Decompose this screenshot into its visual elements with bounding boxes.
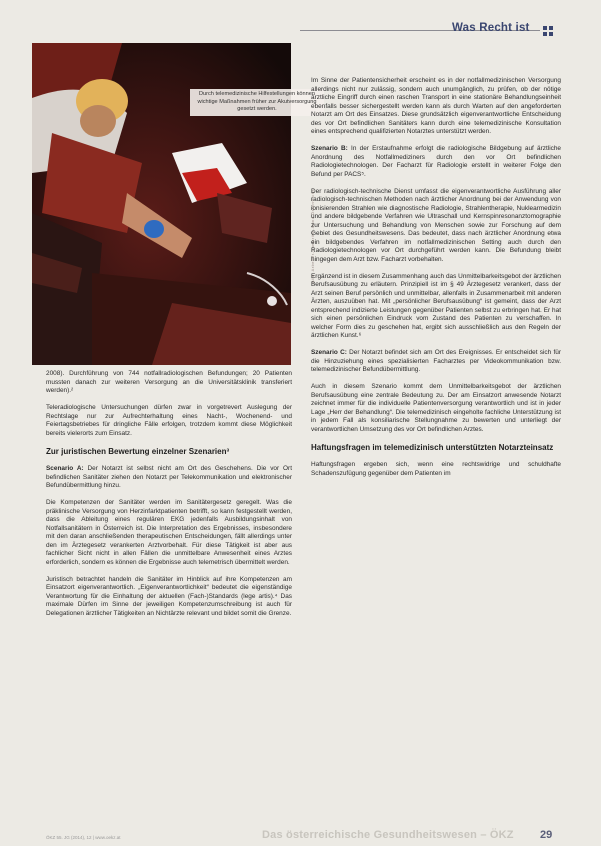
paragraph: Die Kompetenzen der Sanitäter werden im Sanitätergesetz geregelt. Was die präklinische Versorgung von Herzinfarktpatienten betrifft, so kann festgestellt werden, dass die Ableitung eines regulären EKG jedenfalls Ausbildungsinhalt von Notfallsanitätern in Österreich ist. Die Interpretation des Ergebnisses, insbesondere mit den daran anschließenden therapeutischen Entscheidungen, fällt allerdings unter den im Ärztegesetz verankerten Arztvorbehalt. Für diese Tätigkeit ist aber aus fachlicher Sicht nicht in allen Fällen die unmittelbare Anwesenheit eines Arztes erforderlich, sondern es können die Ergebnisse auch telemetrisch übermittelt werden. <box>46 499 292 566</box>
page-footer <box>0 826 601 846</box>
paragraph: Teleradiologische Untersuchungen dürfen zwar in vorgetrevert Auslegung der Rechtslage nur zur Aufrechterhaltung eines Nacht-, Wochenend- und Feiertagsbetriebes für dringliche Fälle erfolgen, trotzdem kommt diese Möglichkeit bereits vielerorts zum Einsatz. <box>46 404 292 437</box>
paragraph: Auch in diesem Szenario kommt dem Unmittelbarkeitsgebot der ärztlichen Berufsausübung eine zentrale Bedeutung zu. Der am Einsatzort anwesende Notarzt zeichnet immer für die individuelle Patientenversorgung verantwortlich und ist in jeder Lage „Herr der Behandlung“. Die telemedizinisch eingeholte fachliche Unterstützung ist in jedem Fall als konsiliarische Stellungnahme zu bewerten und unterliegt der verantwortlichen Umsetzung des vor Ort befindlichen Arztes. <box>311 383 561 433</box>
paragraph: Im Sinne der Patientensicherheit erscheint es in der notfallmedizinischen Versorgung allerdings nicht nur zulässig, sondern auch unumgänglich, zu prüfen, ob der nötige ärztliche Eingriff durch einen raschen Transport in eine stationäre Behandlungseinheit ebenfalls besser sichergestellt werden kann als durch Warten auf den angeforderten Notarzt am Ort des Einsatzes. Diese grundsätzlich eigenverantwortliche Entscheidung des vor Ort befindlichen Sanitäters kann durch eine telemedizinische Konsultation eines entsprechend qualifizierten Notarztes unterstützt werden. <box>311 77 561 135</box>
photo-caption: Durch telemedizinische Hilfestellungen können wichtige Maßnahmen früher zur Akutversorgung gesetzt werden. <box>190 89 324 116</box>
photo-credit: Bild: Arbeiter-Samariter-Bund Österreichs <box>310 189 315 284</box>
grid-dots-icon <box>543 26 554 37</box>
paragraph: 2008). Durchführung von 744 notfallradiologischen Befundungen; 20 Patienten mussten danach zur weiteren Versorgung an die Universitätsklinik transferiert werden).² <box>46 370 292 394</box>
paragraph: Ergänzend ist in diesem Zusammenhang auch das Unmittelbarkeitsgebot der ärztlichen Berufsausübung zu erläutern. Prinzipiell ist im § 49 Ärztegesetz verankert, dass der Arzt seinen Beruf persönlich und unmittelbar, allenfalls in Zusammenarbeit mit anderen Ärzten, auszuüben hat. Mit „persönlicher Berufsausübung“ ist gemeint, dass der Arzt entsprechend indizierte Leistungen gegenüber Patienten selbst zu erbringen hat. Er hat sich einen persönlichen Eindruck vom Zustand des Patienten zu verschaffen. In welcher Form dies zu geschehen hat, ergibt sich ausschließlich aus den Regeln der ärztlichen Kunst.⁶ <box>311 272 561 339</box>
paragraph: Szenario C: Der Notarzt befindet sich am Ort des Ereignisses. Er entscheidet sich für die Hinzuziehung eines spezialisierten Facharztes per Videokommunikation bzw. telemedizinischer Befundübermittlung. <box>311 349 561 373</box>
emergency-photo <box>32 43 317 365</box>
scenario-label: Szenario C: <box>311 349 347 356</box>
magazine-name: Das österreichische Gesundheitswesen – ÖKZ <box>262 829 514 841</box>
footer-issue-info: ÖKZ 55. JG (2014), 12 | www.oekz.at <box>46 835 121 840</box>
paragraph: Haftungsfragen ergeben sich, wenn eine rechtswidrige und schuldhafte Schadenszufügung gegenüber dem Patienten im <box>311 461 561 477</box>
paragraph: Der radiologisch-technische Dienst umfasst die eigenverantwortliche Ausführung aller radiologisch-technischen Methoden nach ärztlicher Anordnung bei der Anwendung von ionisierenden Strahlen wie diagnostische Radiologie, Strahlentherapie, Nuklearmedizin und andere bildgebende Verfahren wie Ultraschall und Kernspinresonanztomographie zur Untersuchung und Behandlung von Menschen sowie zur Forschung auf dem Gebiet des Gesundheitswesens. Das bedeutet, dass nach ärztlicher Anordnung etwa ein bildgebendes Verfahren im notfallmedizinischen Setting auch durch den Radiologietechnologen vor Ort durchgeführt werden kann. Die Befundung bleibt hingegen dem Arzt bzw. Facharzt vorbehalten. <box>311 187 561 263</box>
text-column-left <box>46 370 292 627</box>
paragraph: Scenario A: Der Notarzt ist selbst nicht am Ort des Geschehens. Die vor Ort befindlichen Sanitäter ziehen den Notarzt per Telekommunikation und elektronischer Befundübermittlung hinzu. <box>46 465 292 489</box>
section-heading: Zur juristischen Bewertung einzelner Szenarien³ <box>46 446 230 456</box>
page-number: 29 <box>540 829 553 841</box>
scenario-label: Scenario A: <box>46 465 84 472</box>
section-heading: Haftungsfragen im telemedizinisch unterstützten Notarzteinsatz <box>311 442 554 452</box>
section-title: Was Recht ist <box>452 22 530 34</box>
paragraph: Juristisch betrachtet handeln die Sanitäter im Hinblick auf ihre Kompetenzen am Einsatzort eigenverantwortlich. „Eigenverantwortlichkeit“ bedeutet die eigenständige Verantwortung für die Einhaltung der aktuellen (Fach-)Standards (lege artis).⁴ Das maximale Dürfen im Sinne der jeweiligen Kompetenzumschreibung ist auch für Delegationen ärztlicher Tätigkeiten an Nichtärzte relevant und bildet somit die Grenze. <box>46 575 292 617</box>
text-column-right <box>311 77 561 487</box>
scenario-label: Szenario B: <box>311 145 348 152</box>
paragraph: Szenario B: In der Erstaufnahme erfolgt die radiologische Bildgebung auf ärztliche Anordnung des Notfallmediziners durch den vor Ort befindlichen Radiologietechnologen. Der Facharzt für Radiologie erstellt in weiterer Folge den Befund per PACS⁵. <box>311 145 561 178</box>
page-header <box>0 0 601 44</box>
